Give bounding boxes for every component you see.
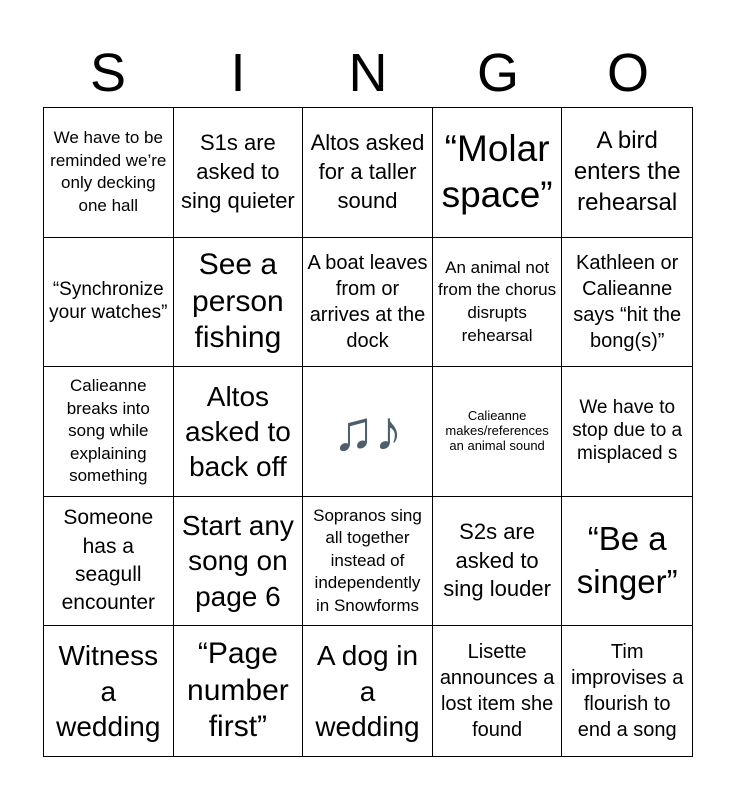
bingo-cell[interactable]	[174, 108, 304, 238]
bingo-cell[interactable]	[303, 108, 433, 238]
cell-text: Sopranos sing all together instead of independently in Snowforms	[313, 505, 422, 615]
bingo-card-grid	[43, 107, 693, 757]
bingo-cell[interactable]	[174, 367, 304, 497]
bingo-cell[interactable]	[44, 367, 174, 497]
cell-text: We have to stop due to a misplaced s	[572, 397, 683, 464]
bingo-cell[interactable]	[433, 497, 563, 627]
bingo-cell[interactable]	[562, 238, 692, 368]
bingo-cell[interactable]	[44, 238, 174, 368]
cell-text: “Page number first”	[187, 637, 289, 744]
bingo-cell[interactable]	[174, 626, 304, 756]
cell-text: Witness a wedding	[56, 640, 161, 742]
header-letter-s: S	[89, 43, 127, 103]
cell-text: Kathleen or Calieanne says “hit the bong(s)”	[573, 251, 682, 352]
bingo-cell[interactable]	[562, 108, 692, 238]
bingo-cell[interactable]	[433, 367, 563, 497]
cell-text: Calieanne makes/references an animal sound	[445, 408, 549, 453]
bingo-cell[interactable]	[303, 626, 433, 756]
bingo-cell[interactable]	[303, 497, 433, 627]
cell-text: We have to be reminded we’re only decking one hall	[50, 128, 167, 215]
bingo-cell[interactable]	[562, 497, 692, 627]
header-letter-g: G	[476, 43, 519, 103]
bingo-cell[interactable]	[433, 108, 563, 238]
header-letter-n: N	[348, 43, 388, 103]
cell-text: Tim improvises a flourish to end a song	[571, 641, 684, 742]
cell-text: S2s are asked to sing louder	[443, 519, 551, 602]
bingo-cell[interactable]	[562, 367, 692, 497]
cell-text: Altos asked to back off	[184, 380, 291, 483]
bingo-cell[interactable]	[44, 626, 174, 756]
cell-text: An animal not from the chorus disrupts rehearsal	[438, 257, 557, 345]
cell-text: “Be a singer”	[576, 520, 678, 601]
bingo-cell[interactable]	[433, 626, 563, 756]
bingo-cell[interactable]	[303, 238, 433, 368]
cell-text: “Molar space”	[441, 128, 553, 216]
bingo-cell[interactable]	[562, 626, 692, 756]
cell-text: A boat leaves from or arrives at the dock	[307, 251, 428, 352]
cell-text: Start any song on page 6	[181, 510, 294, 612]
cell-text: Calieanne breaks into song while explaining something	[66, 375, 150, 486]
bingo-header	[43, 40, 693, 106]
bingo-cell[interactable]	[44, 497, 174, 627]
cell-text: See a person fishing	[192, 248, 284, 355]
cell-text: “Synchronize your watches”	[49, 279, 168, 323]
cell-text: A dog in a wedding	[315, 640, 420, 742]
header-letter-i: I	[230, 43, 246, 103]
music-notes-icon: ♫♪	[332, 399, 403, 463]
cell-text: S1s are asked to sing quieter	[181, 130, 295, 213]
cell-text: A bird enters the rehearsal	[573, 127, 681, 216]
cell-text: Someone has a seagull encounter	[61, 506, 155, 615]
cell-text: Lisette announces a lost item she found	[439, 641, 555, 742]
free-space[interactable]	[303, 367, 433, 497]
bingo-cell[interactable]	[44, 108, 174, 238]
cell-text: Altos asked for a taller sound	[310, 130, 425, 213]
header-letter-o: O	[606, 43, 649, 103]
bingo-cell[interactable]	[174, 497, 304, 627]
bingo-cell[interactable]	[433, 238, 563, 368]
bingo-cell[interactable]	[174, 238, 304, 368]
